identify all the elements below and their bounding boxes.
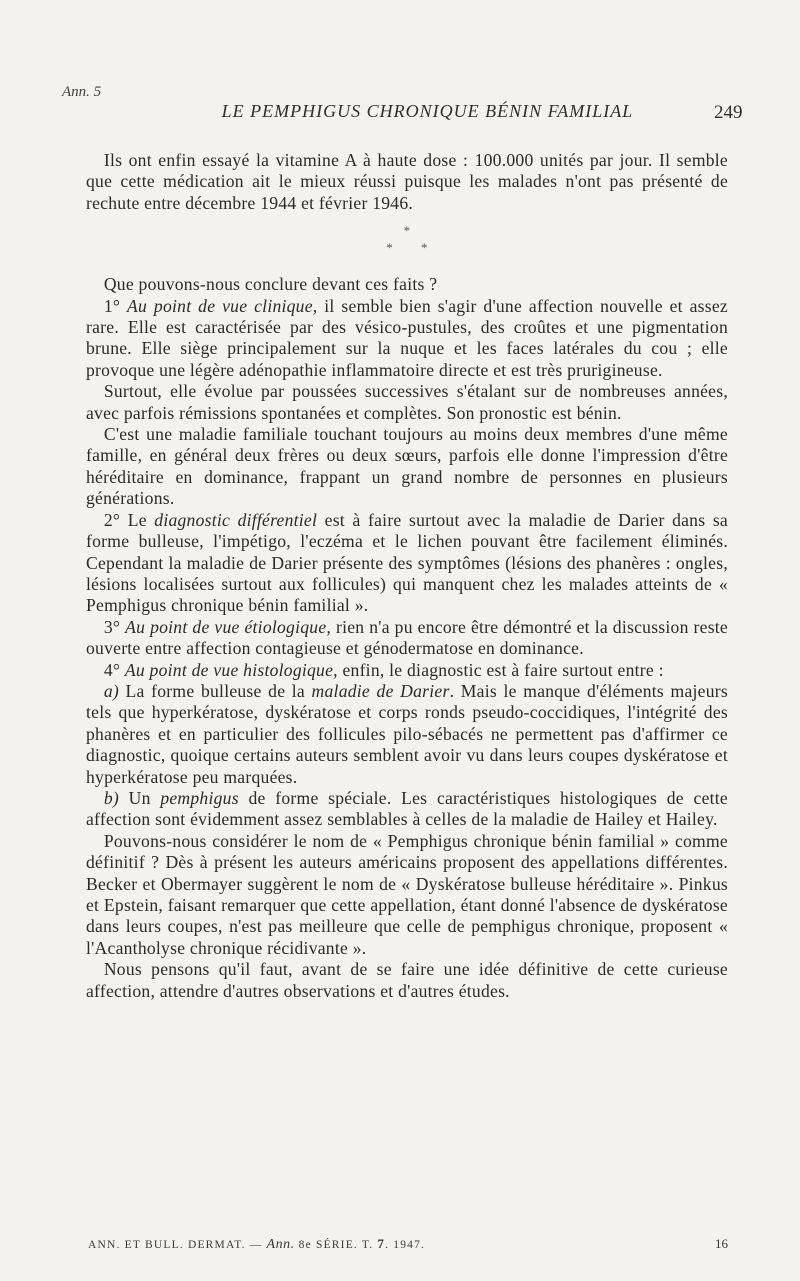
paragraph-vitamin <box>86 150 728 214</box>
item-number: 1° <box>103 295 121 316</box>
item-label: b) <box>103 787 119 808</box>
running-head-title: LE PEMPHIGUS CHRONIQUE BÉNIN FAMILIAL <box>221 101 634 121</box>
paragraph-text: Ils ont enfin essayé la vitamine A à haute dose : 100.000 unités par jour. Il semble que cette médication ait le mieux réussi puisque les malades n'ont pas présenté de rechute entre décembre 1944 et février 1946. <box>86 150 728 213</box>
page-footer <box>88 1236 728 1253</box>
item-heading: Au point de vue clinique, <box>127 295 318 316</box>
paragraph-familial <box>86 424 728 510</box>
item-heading: pemphigus <box>160 787 239 808</box>
star-row <box>86 239 728 256</box>
body-text <box>86 150 728 1002</box>
paragraph-text: Nous pensons qu'il faut, avant de se faire une idée définitive de cette curieuse affection, attendre d'autres observations et d'autres études. <box>86 959 728 1001</box>
star-left: * <box>386 240 393 256</box>
item-number: 2° <box>103 509 121 530</box>
paragraph-clinical <box>86 296 728 382</box>
paragraph-text: La forme bulleuse de la <box>119 680 312 701</box>
paragraph-nomenclature <box>86 831 728 959</box>
footer-series: 8e SÉRIE. T. <box>294 1239 378 1251</box>
section-separator <box>86 222 728 256</box>
paragraph-text: Le <box>120 509 155 530</box>
footer-ann: Ann. <box>266 1237 295 1252</box>
item-label: a) <box>103 680 119 701</box>
paragraph-text: il semble bien s'agir d'une affection nouvelle et assez rare. Elle est caractérisée par des vésico-pustules, des croûtes et une pigmentation brune. Elle siège principalement sur la nuque et les faces latérales du cou ; elle provoque une légère adénopathie inflammatoire directe et est très prurigineuse. <box>86 295 728 380</box>
paragraph-text: est à faire surtout avec la maladie de Darier dans sa forme bulleuse, l'impétigo, l'eczéma et le lichen pouvant être facilement éliminés. Cependant la maladie de Darier présente des symptômes (lésions des phanères : ongles, lésions localisées surtout aux follicules) qui manquent chez les malades atteints de « Pemphigus chronique bénin familial ». <box>86 509 728 616</box>
paragraph-text: Un <box>119 787 161 808</box>
footer-signature: 16 <box>715 1236 728 1251</box>
footer-journal: ANN. ET BULL. DERMAT. — <box>88 1239 267 1251</box>
paragraph-histology <box>86 660 728 681</box>
item-heading: Au point de vue étiologique, <box>125 616 332 637</box>
paragraph-conclusion-question <box>86 274 728 295</box>
paragraph-evolution <box>86 381 728 424</box>
item-heading: maladie de Darier <box>311 680 450 701</box>
paragraph-text: Surtout, elle évolue par poussées successives s'étalant sur de nombreuses années, avec parfois rémissions spontanées et complètes. Son pronostic est bénin. <box>86 381 728 423</box>
paragraph-text: enfin, le diagnostic est à faire surtout entre : <box>337 659 664 680</box>
paragraph-text: C'est une maladie familiale touchant toujours au moins deux membres d'une même famille, en général deux frères ou deux sœurs, parfois elle donne l'impression d'être héréditaire en dominance, frappant un grand nombre de personnes en plusieurs générations. <box>86 424 728 509</box>
star-top: * <box>403 223 411 239</box>
paragraph-closing <box>86 959 728 1002</box>
paragraph-item-a <box>86 681 728 788</box>
paragraph-text: . Mais le manque d'éléments majeurs tels que hyperkératose, dyskératose et corps ronds pseudo-coccidiques, l'intégrité des phanères et en particulier des follicules pilo-sébacés ne permettent pas d'affirmer ce diagnostic, quoique certains auteurs semblent avoir vu dans leurs coupes dyskératose et hyperkératose peu marquées. <box>86 680 728 787</box>
page-number: 249 <box>714 102 743 123</box>
item-heading: Au point de vue histologique, <box>124 659 338 680</box>
footer-tome: 7 <box>377 1236 386 1251</box>
footer-year: . 1947. <box>385 1239 426 1251</box>
star-right: * <box>421 240 428 256</box>
paragraph-text: de forme spéciale. Les caractéristiques histologiques de cette affection sont évidemment assez semblables à celles de la maladie de Hailey et Hailey. <box>86 787 728 830</box>
annotation-ann: Ann. 5 <box>62 84 102 100</box>
paragraph-text: Que pouvons-nous conclure devant ces faits ? <box>103 274 438 295</box>
paragraph-text: Pouvons-nous considérer le nom de « Pemphigus chronique bénin familial » comme définitif ? Dès à présent les auteurs américains proposent des appellations différentes. Becker et Obermayer suggèrent le nom de « Dyskératose bulleuse héréditaire ». Pinkus et Epstein, faisant remarquer que cette appellation, étant donné l'absence de dyskératose dans leurs coupes, n'est pas meilleure que celle de pemphigus chronique, proposent « l'Acantholyse chronique récidivante ». <box>86 830 728 958</box>
paragraph-item-b <box>86 788 728 831</box>
paragraph-etiology <box>86 617 728 660</box>
item-number: 3° <box>103 616 121 637</box>
item-heading: diagnostic différentiel <box>154 509 318 530</box>
item-number: 4° <box>103 659 121 680</box>
paragraph-text: rien n'a pu encore être démontré et la discussion reste ouverte entre affection contagieuse et génodermatose en dominance. <box>86 616 728 659</box>
paragraph-differential <box>86 510 728 617</box>
